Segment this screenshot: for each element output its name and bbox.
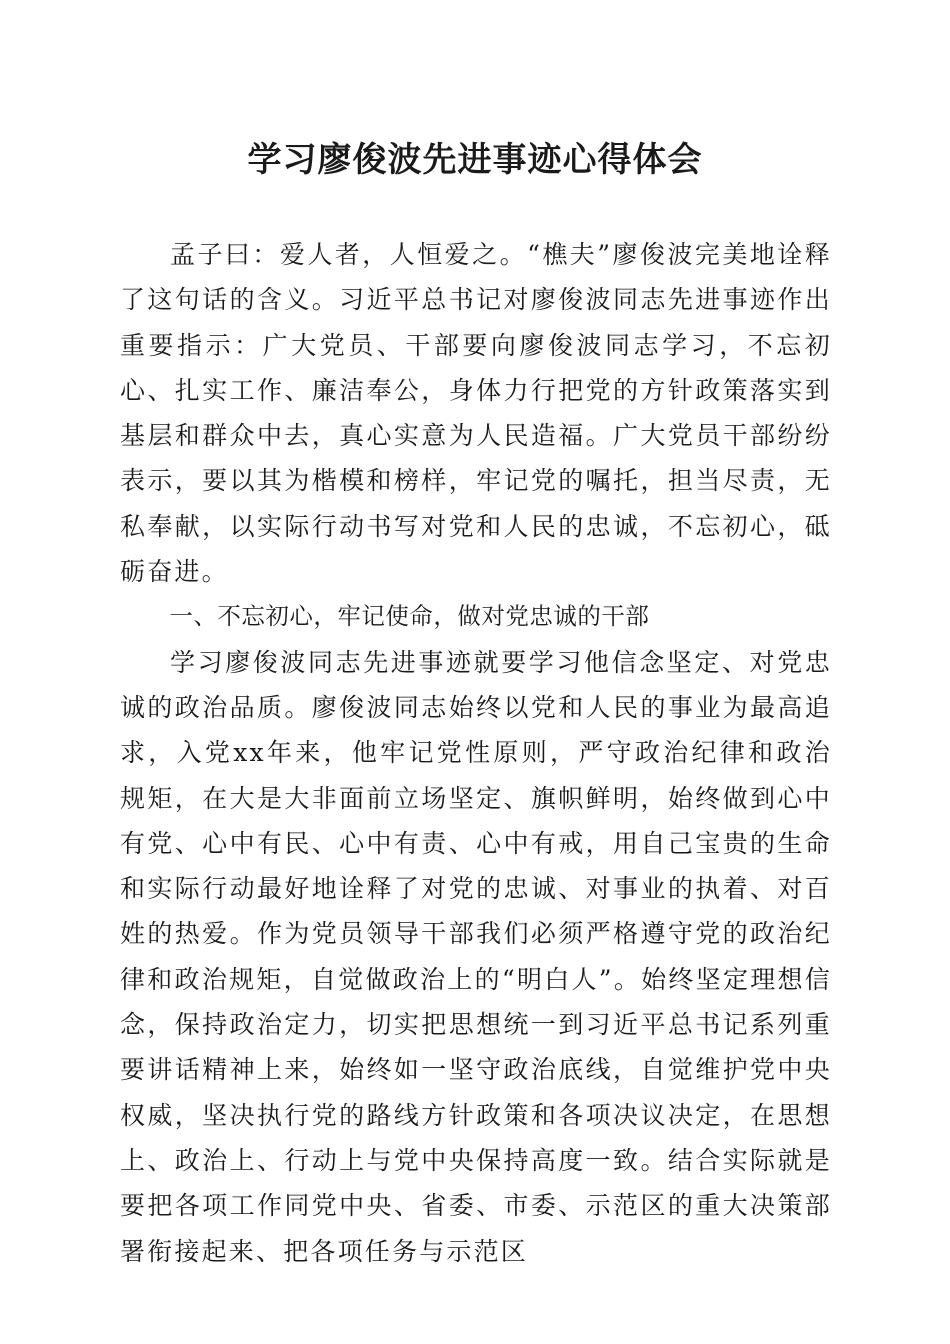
document-title: 学习廖俊波先进事迹心得体会 (247, 140, 703, 180)
document-body (120, 232, 832, 1274)
intro-paragraph: 孟子曰：爱人者，人恒爱之。“樵夫”廖俊波完美地诠释了这句话的含义。习近平总书记对廖俊波同志先进事迹作出重要指示：广大党员、干部要向廖俊波同志学习，不忘初心、扎实工作、廉洁奉公，身体力行把党的方针政策落实到基层和群众中去，真心实意为人民造福。广大党员干部纷纷表示，要以其为楷模和榜样，牢记党的嘱托，担当尽责，无私奉献，以实际行动书写对党和人民的忠诚，不忘初心，砥砺奋进。 (120, 240, 832, 587)
section-1-paragraph: 学习廖俊波同志先进事迹就要学习他信念坚定、对党忠诚的政治品质。廖俊波同志始终以党和人民的事业为最高追求，入党xx年来，他牢记党性原则，严守政治纪律和政治规矩，在大是大非面前立场坚定、旗帜鲜明，始终做到心中有党、心中有民、心中有责、心中有戒，用自己宝贵的生命和实际行动最好地诠释了对党的忠诚、对事业的执着、对百姓的热爱。作为党员领导干部我们必须严格遵守党的政治纪律和政治规矩，自觉做政治上的“明白人”。始终坚定理想信念，保持政治定力，切实把思想统一到习近平总书记系列重要讲话精神上来，始终如一坚守政治底线，自觉维护党中央权威，坚决执行党的路线方针政策和各项决议决定，在思想上、政治上、行动上与党中央保持高度一致。结合实际就是要把各项工作同党中央、省委、市委、示范区的重大决策部署衔接起来、把各项任务与示范区 (120, 647, 832, 1266)
section-1-heading: 一、不忘初心，牢记使命，做对党忠诚的干部 (169, 602, 650, 631)
